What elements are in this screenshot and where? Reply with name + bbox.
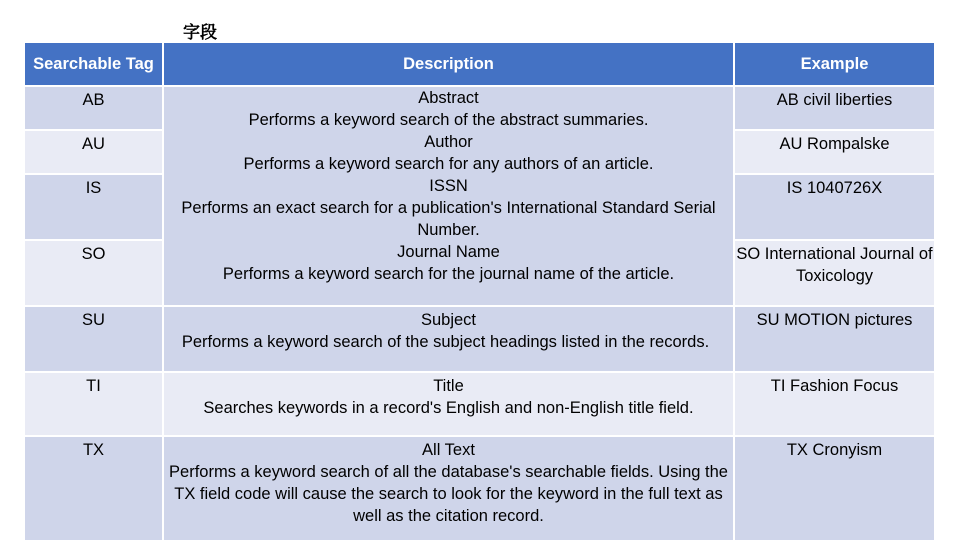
tag-so: SO (81, 245, 106, 263)
example-tx: TX Cronyism (786, 441, 883, 459)
description-cell-tx (164, 437, 733, 540)
example-ab: AB civil liberties (776, 91, 893, 109)
desc-ti-text: Searches keywords in a record's English and non-English title field. (203, 399, 694, 417)
tag-cell-au (25, 131, 162, 173)
description-cell-ti (164, 373, 733, 435)
header-tag: Searchable Tag (25, 43, 162, 85)
description-block-ab-so (164, 87, 733, 305)
desc-is-title: ISSN (429, 177, 468, 195)
desc-su-text: Performs a keyword search of the subject headings listed in the records. (181, 333, 710, 351)
example-cell-su (735, 307, 934, 371)
tag-au: AU (82, 135, 105, 153)
tag-ab: AB (82, 91, 105, 109)
tag-cell-is (25, 175, 162, 239)
example-cell-tx (735, 437, 934, 540)
example-so: SO International Journal of Toxicology (736, 245, 933, 285)
tag-cell-so (25, 241, 162, 305)
tag-cell-ti (25, 373, 162, 435)
example-cell-is (735, 175, 934, 239)
tag-tx: TX (82, 441, 105, 459)
example-su: SU MOTION pictures (756, 311, 913, 329)
desc-ti-title: Title (433, 377, 464, 395)
header-example: Example (735, 43, 934, 85)
example-au: AU Rompalske (779, 135, 890, 153)
desc-so-title: Journal Name (397, 243, 500, 261)
desc-au-title: Author (424, 133, 473, 151)
example-ti: TI Fashion Focus (770, 377, 899, 395)
tag-is: IS (85, 179, 102, 197)
tag-ti: TI (86, 377, 101, 395)
description-cell-su (164, 307, 733, 371)
example-is: IS 1040726X (786, 179, 883, 197)
slide-title: 字段 (183, 23, 217, 43)
desc-is-text: Performs an exact search for a publication's International Standard Serial Number. (181, 199, 716, 239)
desc-so-text: Performs a keyword search for the journal name of the article. (222, 265, 675, 283)
tag-cell-su (25, 307, 162, 371)
tag-cell-ab (25, 87, 162, 129)
tag-cell-tx (25, 437, 162, 540)
example-cell-ti (735, 373, 934, 435)
desc-su-title: Subject (420, 311, 477, 329)
example-cell-ab (735, 87, 934, 129)
header-description: Description (164, 43, 733, 85)
desc-tx-text: Performs a keyword search of all the database's searchable fields. Using the TX field code will cause the search to look for the keyword in the full text as well as the citation record. (169, 463, 728, 525)
example-cell-so (735, 241, 934, 305)
desc-tx-title: All Text (422, 441, 475, 459)
desc-ab-text: Performs a keyword search of the abstract summaries. (248, 111, 649, 129)
example-cell-au (735, 131, 934, 173)
desc-ab-title: Abstract (418, 89, 479, 107)
desc-au-text: Performs a keyword search for any authors of an article. (243, 155, 654, 173)
tag-su: SU (82, 311, 105, 329)
